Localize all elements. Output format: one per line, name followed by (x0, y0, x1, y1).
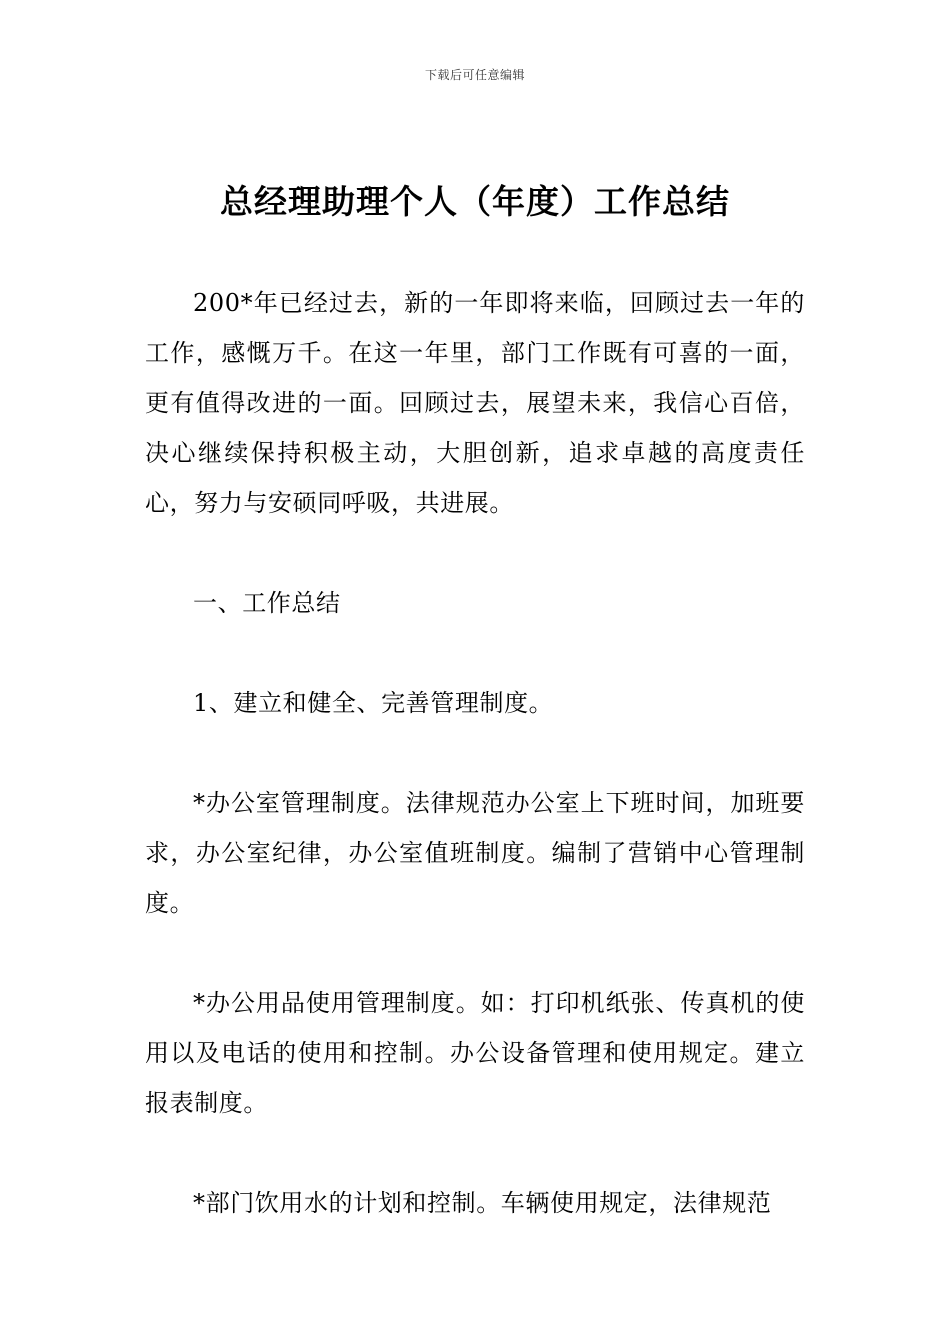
header-note: 下载后可任意编辑 (424, 68, 525, 82)
intro-paragraph: 200*年已经过去，新的一年即将来临，回顾过去一年的工作，感慨万千。在这一年里，部门工作既有可喜的一面，更有值得改进的一面。回顾过去，展望未来，我信心百倍，决心继续保持积极主动，大胆创新，追求卓越的高度责任心，努力与安硕同呼吸，共进展。 (145, 289, 805, 517)
paragraph-drinking-water: *部门饮用水的计划和控制。车辆使用规定，法律规范 (193, 1189, 772, 1217)
paragraph-office-management: *办公室管理制度。法律规范办公室上下班时间，加班要求，办公室纪律，办公室值班制度。编制了营销中心管理制度。 (145, 789, 805, 917)
subsection-heading-management-system: 1、建立和健全、完善管理制度。 (193, 689, 554, 717)
document-title: 总经理助理个人（年度）工作总结 (220, 182, 730, 221)
document-body (145, 278, 805, 1228)
section-heading-work-summary: 一、工作总结 (193, 589, 341, 617)
paragraph-office-supplies: *办公用品使用管理制度。如：打印机纸张、传真机的使用以及电话的使用和控制。办公设备管理和使用规定。建立报表制度。 (145, 989, 805, 1117)
